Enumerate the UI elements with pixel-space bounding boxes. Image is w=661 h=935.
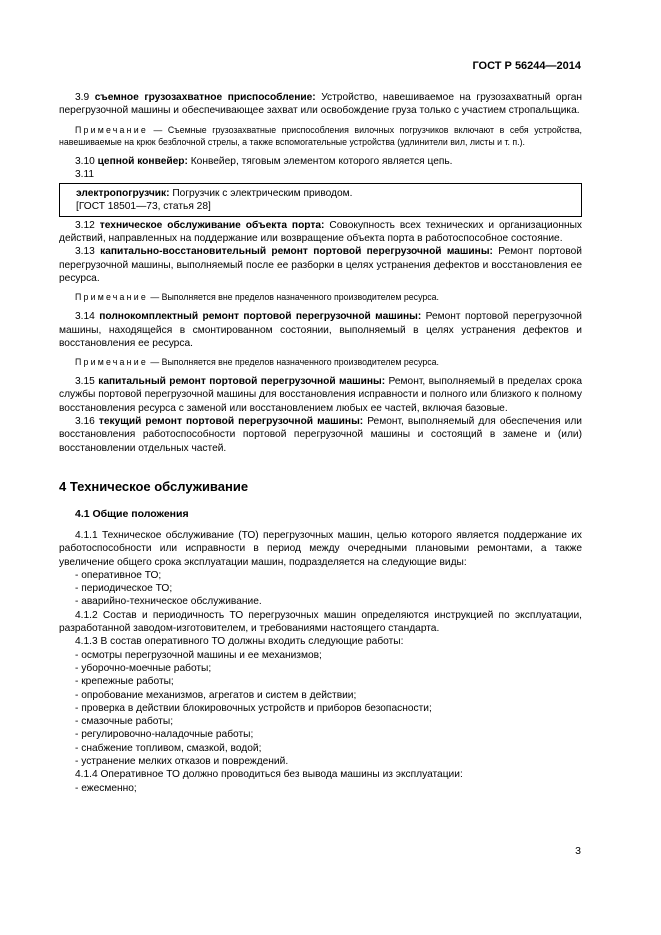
note-label: Примечание <box>75 124 148 135</box>
list-item: - оперативное ТО; <box>75 569 162 581</box>
term-definition: Ремонт портовой перегрузочной машины, находящейся в смонтированном состоянии, выполняемый в целях устранения дефектов и восстановления ее ресурса. <box>59 311 582 349</box>
term-definition: Совокупность всех технических и организационных действий, направленных на поддержание или возвращение объекта порта в работоспособное состояние. <box>59 219 583 245</box>
term-definition: Ремонт, выполняемый для обеспечения или восстановления работоспособности портовой перегрузочной машины и состоящий в замене и (или) восстановлении отдельных частей. <box>59 416 582 454</box>
term-title: электропогрузчик: <box>76 188 170 200</box>
term-3-11-number: 3.11 <box>75 168 95 180</box>
list-4-1-4 <box>59 782 582 795</box>
term-3-9 <box>59 91 582 118</box>
term-title: капитально-восстановительный ремонт портовой перегрузочной машины: <box>100 246 493 258</box>
list-item: - уборочно-моечные работы; <box>75 662 212 674</box>
list-4-1-1 <box>59 569 582 609</box>
term-3-11 <box>76 187 573 200</box>
note-label: Примечание <box>75 357 148 368</box>
note-text: — Выполняется вне пределов назначенного производителем ресурса. <box>147 357 440 368</box>
note-3-14 <box>59 356 582 368</box>
list-item: - проверка в действии блокировочных устройств и приборов безопасности; <box>75 702 432 714</box>
term-definition: Устройство, навешиваемое на грузозахватный орган перегрузочной машины и обеспечивающее захват или освобождение груза только с участием стропальщика. <box>59 92 582 117</box>
term-number: 3.13 <box>75 246 95 258</box>
term-3-14 <box>59 310 582 350</box>
term-reference: [ГОСТ 18501—73, статья 28] <box>76 201 211 213</box>
subsection-heading-4-1: 4.1 Общие положения <box>75 507 189 520</box>
list-item: - аварийно-техническое обслуживание. <box>75 596 262 608</box>
term-number: 3.14 <box>75 311 95 323</box>
standard-header: ГОСТ Р 56244—2014 <box>472 60 581 72</box>
page-number: 3 <box>575 845 581 857</box>
term-3-13 <box>59 245 582 285</box>
term-number: 3.9 <box>75 92 90 103</box>
list-item: - регулировочно-наладочные работы; <box>75 729 254 741</box>
paragraph-4-1-3: 4.1.3 В состав оперативного ТО должны входить следующие работы: <box>75 636 404 648</box>
paragraph-4-1-2: 4.1.2 Состав и периодичность ТО перегрузочных машин определяются инструкцией по эксплуатации, разработанной заводом-изготовителем, и требованиями настоящего стандарта. <box>59 609 582 635</box>
list-item: - периодическое ТО; <box>75 583 173 595</box>
term-title: полнокомплектный ремонт портовой перегрузочной машины: <box>99 311 422 323</box>
term-definition: Погрузчик с электрическим приводом. <box>169 188 353 200</box>
list-item: - ежесменно; <box>75 782 137 794</box>
term-number: 3.12 <box>75 219 95 231</box>
paragraph-4-1-1: 4.1.1 Техническое обслуживание (ТО) перегрузочных машин, целью которого является поддержание их работоспособности или исправности в период между очередными плановыми ремонтами, а также увеличение общего срока эксплуатации машин, подразделяется на следующие виды: <box>59 529 582 568</box>
term-title: текущий ремонт портовой перегрузочной машины: <box>98 416 364 428</box>
term-definition: Ремонт, выполняемый в пределах срока службы портовой перегрузочной машины для восстановления исправности и полного или близкого к полному восстановления ресурса с заменой или восстановлением любых ее частей, включая базовые. <box>59 376 582 414</box>
term-definition: Конвейер, тяговым элементом которого является цепь. <box>187 155 453 167</box>
note-3-9 <box>59 124 582 148</box>
term-3-12 <box>59 219 582 246</box>
list-item: - снабжение топливом, смазкой, водой; <box>75 742 262 754</box>
note-label: Примечание <box>75 292 148 303</box>
list-4-1-3 <box>59 649 582 769</box>
term-title: капитальный ремонт портовой перегрузочной машины: <box>98 376 386 388</box>
term-title: техническое обслуживание объекта порта: <box>99 219 325 231</box>
term-number: 3.10 <box>75 155 95 167</box>
list-item: - опробование механизмов, агрегатов и систем в действии; <box>75 689 357 701</box>
term-3-11-box <box>59 183 582 217</box>
note-text: — Выполняется вне пределов назначенного производителем ресурса. <box>147 292 440 303</box>
paragraph-4-1-4: 4.1.4 Оперативное ТО должно проводиться без вывода машины из эксплуатации: <box>75 769 463 781</box>
list-item: - осмотры перегрузочной машины и ее механизмов; <box>75 649 322 661</box>
list-item: - устранение мелких отказов и повреждений. <box>75 755 289 767</box>
page-content <box>59 91 582 795</box>
term-definition: Ремонт портовой перегрузочной машины, выполняемый после ее разборки в целях устранения дефектов и восстановления ее ресурса. <box>59 246 583 284</box>
section-heading-4: 4 Техническое обслуживание <box>59 478 249 494</box>
list-item: - крепежные работы; <box>75 676 174 688</box>
term-3-16 <box>59 415 582 455</box>
list-item: - смазочные работы; <box>75 716 174 728</box>
term-3-15 <box>59 375 582 415</box>
term-title: съемное грузозахватное приспособление: <box>94 92 316 103</box>
term-title: цепной конвейер: <box>97 155 188 167</box>
term-number: 3.15 <box>75 376 95 388</box>
note-3-13 <box>59 291 582 303</box>
term-number: 3.16 <box>75 416 95 428</box>
note-text: — Съемные грузозахватные приспособления вилочных погрузчиков включают в себя устройства, навешиваемые на крюк безблочной стрелы, а также вспомогательные устройства (удлинители вил, листы и т. п.). <box>59 124 582 147</box>
term-3-10 <box>59 155 582 168</box>
